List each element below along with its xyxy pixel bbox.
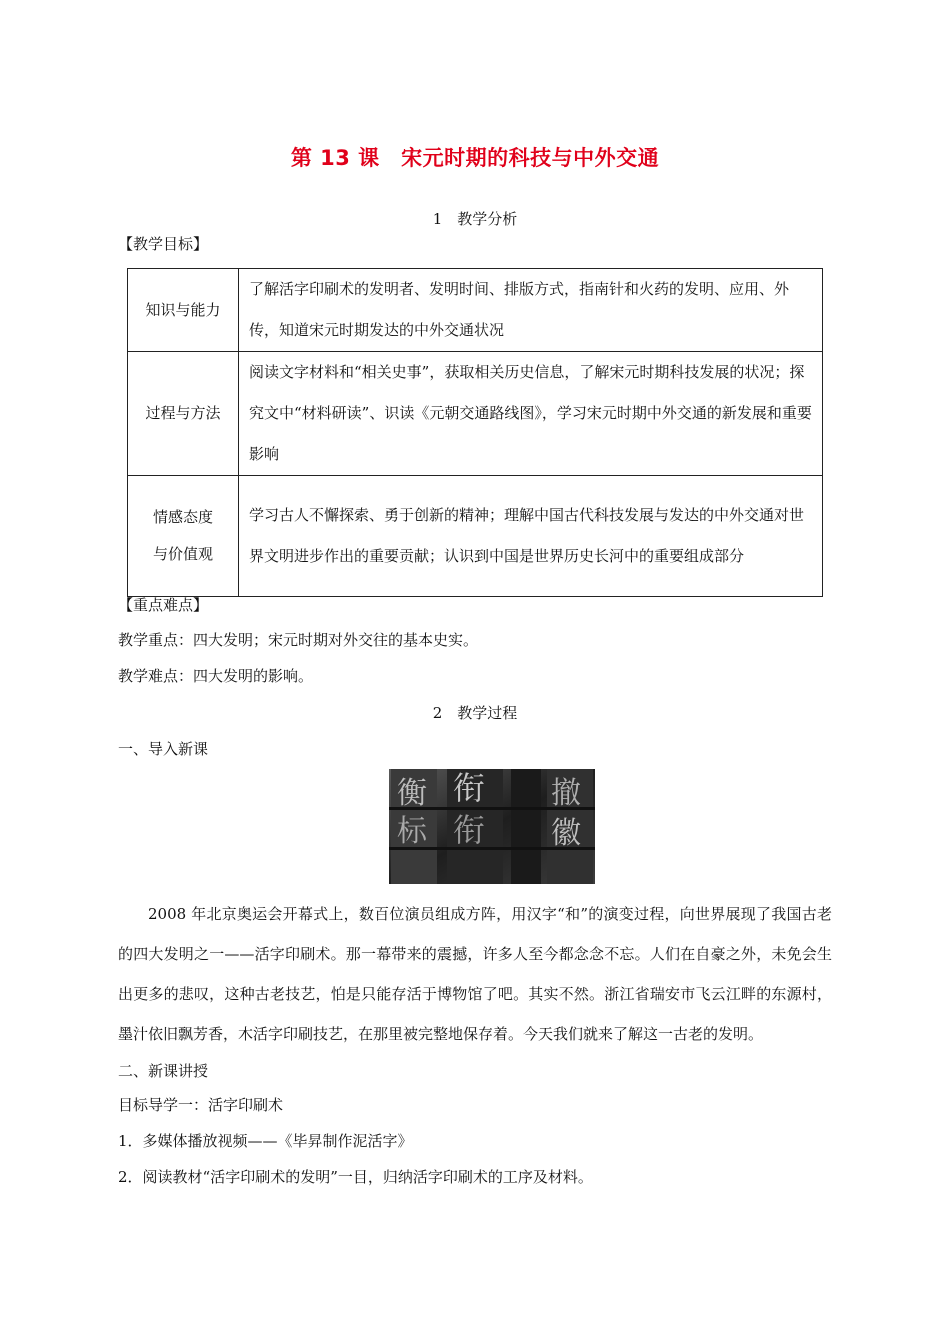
- lesson-title: 第 13 课 宋元时期的科技与中外交通: [290, 146, 660, 170]
- section-teaching-analysis: 1 教学分析: [432, 210, 518, 228]
- section-teaching-process: 2 教学过程: [432, 704, 518, 722]
- intro-heading: 一、导入新课: [118, 740, 209, 758]
- goal-one-heading: 目标导学一：活字印刷术: [118, 1096, 284, 1114]
- intro-paragraph: 2008 年北京奥运会开幕式上，数百位演员组成方阵，用汉字“和”的演变过程，向世界展现了我国古老的四大发明之一——活字印刷术。那一幕带来的震撼，许多人至今都念念不忘。人们在自豪之外，未免会生出更多的悲叹，这种古老技艺，怕是只能存活于博物馆了吧。其实不然。浙江省瑞安市飞云江畔的东源村，墨汁依旧飘芳香，木活字印刷技艺，在那里被完整地保存着。今天我们就来了解这一古老的发明。: [118, 905, 832, 1043]
- table-row: [128, 476, 823, 597]
- goal-value: 学习古人不懈探索、勇于创新的精神；理解中国古代科技发展与发达的中外交通对世界文明进步作出的重要贡献；认识到中国是世界历史长河中的重要组成部分: [239, 476, 823, 597]
- image-char: 撤: [551, 776, 581, 811]
- goal-key: 知识与能力: [128, 269, 239, 352]
- image-char: 标: [397, 814, 427, 849]
- new-lesson-heading: 二、新课讲授: [118, 1062, 209, 1080]
- goals-label: 【教学目标】: [118, 235, 209, 253]
- key-points-label: 【重点难点】: [118, 596, 209, 614]
- step-2: 2．阅读教材“活字印刷术的发明”一目，归纳活字印刷术的工序及材料。: [118, 1168, 593, 1186]
- goal-key: 过程与方法: [128, 352, 239, 476]
- goal-key: [128, 476, 239, 597]
- image-char: 衡: [397, 776, 427, 811]
- goal-value: 了解活字印刷术的发明者、发明时间、排版方式，指南针和火药的发明、应用、外传，知道宋元时期发达的中外交通状况: [239, 269, 823, 352]
- table-row: [128, 269, 823, 352]
- goal-key-line: 与价值观: [152, 545, 213, 563]
- key-point-text: 教学重点：四大发明；宋元时期对外交往的基本史实。: [118, 631, 479, 649]
- step-1: 1．多媒体播放视频——《毕昇制作泥活字》: [118, 1132, 413, 1150]
- movable-type-photo: [389, 769, 595, 884]
- goals-table: [127, 268, 823, 597]
- image-char: 徽: [551, 816, 581, 851]
- image-char: 衔: [453, 811, 486, 849]
- image-char: 衔: [453, 769, 486, 807]
- movable-type-image-icon: [389, 769, 595, 884]
- goal-key-line: 情感态度: [152, 508, 213, 526]
- difficulty-text: 教学难点：四大发明的影响。: [118, 667, 314, 685]
- table-row: [128, 352, 823, 476]
- goal-value: 阅读文字材料和“相关史事”，获取相关历史信息，了解宋元时期科技发展的状况；探究文中“材料研读”、识读《元朝交通路线图》，学习宋元时期中外交通的新发展和重要影响: [239, 352, 823, 476]
